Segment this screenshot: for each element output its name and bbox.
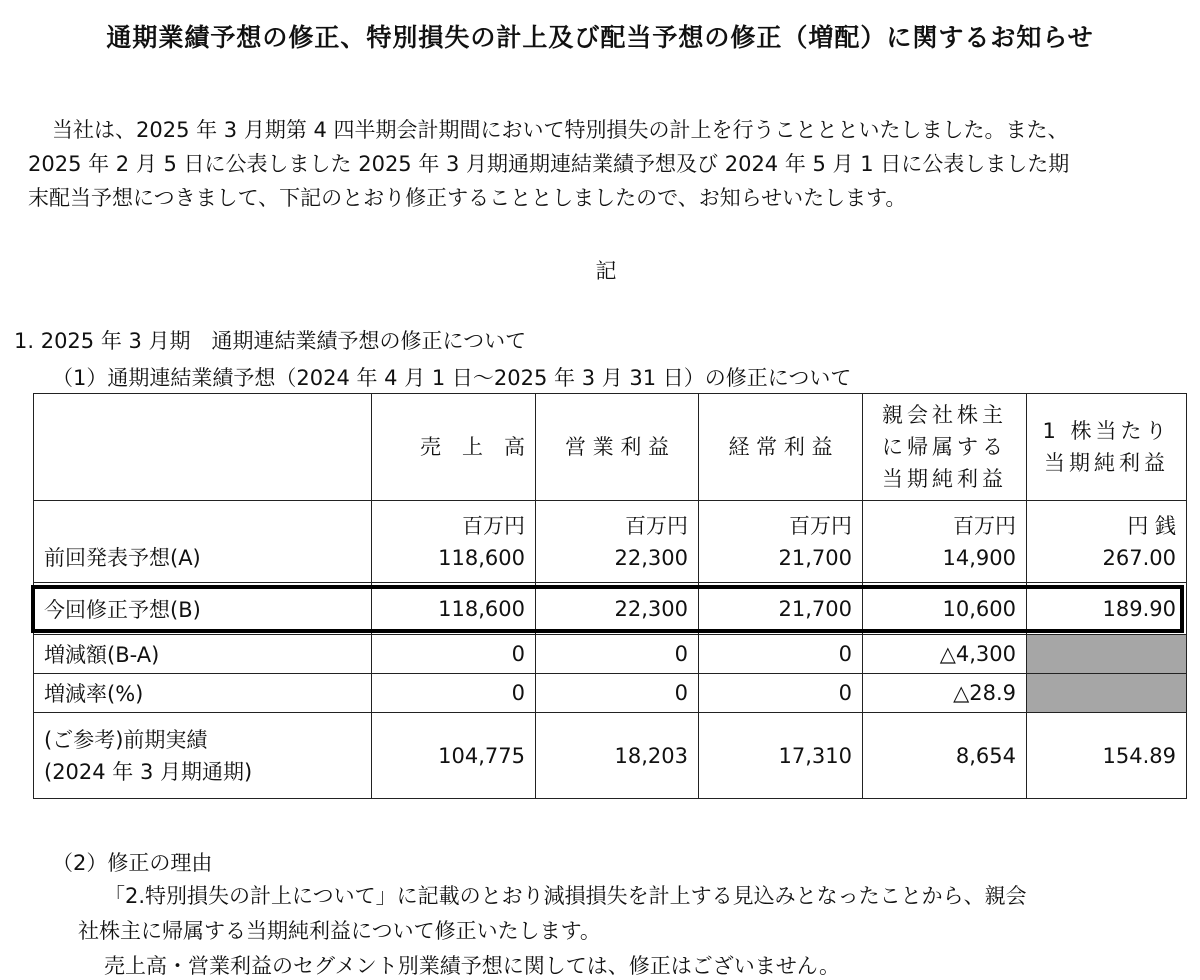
header-sales: 売 上 高 xyxy=(372,394,536,501)
shaded-cell xyxy=(1027,674,1187,713)
intro-line-2: 2025 年 2 月 5 日に公表しました 2025 年 3 月期通期連結業績予想及び 2024 年 5 月 1 日に公表しました期 xyxy=(28,152,1070,176)
table-cell: △4,300 xyxy=(863,635,1027,674)
intro-line-1: 当社は、2025 年 3 月期第 4 四半期会計期間において特別損失の計上を行うこととといたしました。また、 xyxy=(52,118,1069,142)
section-2-heading: （2）修正の理由 xyxy=(52,851,213,875)
table-cell: 百万円 21,700 xyxy=(699,501,863,583)
table-cell: 17,310 xyxy=(699,713,863,799)
table-cell: 154.89 xyxy=(1027,713,1187,799)
table-cell: 円 銭 267.00 xyxy=(1027,501,1187,583)
table-cell: 18,203 xyxy=(536,713,699,799)
table-cell: 0 xyxy=(536,674,699,713)
row-label: 増減額(B-A) xyxy=(34,635,372,674)
table-cell: 104,775 xyxy=(372,713,536,799)
table-cell: 21,700 xyxy=(699,583,863,635)
forecast-table xyxy=(33,393,1187,799)
table-cell: 百万円 22,300 xyxy=(536,501,699,583)
header-operating-profit: 営 業 利 益 xyxy=(536,394,699,501)
reason-line-3: 売上高・営業利益のセグメント別業績予想に関しては、修正はございません。 xyxy=(104,954,841,978)
table-cell: 百万円 14,900 xyxy=(863,501,1027,583)
table-cell: 22,300 xyxy=(536,583,699,635)
ki-marker: 記 xyxy=(595,259,617,283)
row-label: 増減率(%) xyxy=(34,674,372,713)
document-title: 通期業績予想の修正、特別損失の計上及び配当予想の修正（増配）に関するお知らせ xyxy=(106,23,1094,52)
table-row xyxy=(34,635,1187,674)
table-header-row xyxy=(34,394,1187,501)
reason-line-1: 「2.特別損失の計上について」に記載のとおり減損損失を計上する見込みとなったことから、親会 xyxy=(104,884,1027,908)
row-label: 今回修正予想(B) xyxy=(34,583,372,635)
table-cell: 0 xyxy=(536,635,699,674)
table-cell: 10,600 xyxy=(863,583,1027,635)
header-eps: 1 株当たり 当期純利益 xyxy=(1027,394,1187,501)
table-row xyxy=(34,674,1187,713)
table-cell: 8,654 xyxy=(863,713,1027,799)
table-row xyxy=(34,713,1187,799)
table-cell: 118,600 xyxy=(372,583,536,635)
row-label: 前回発表予想(A) xyxy=(34,501,372,583)
header-net-income: 親会社株主 に帰属する 当期純利益 xyxy=(863,394,1027,501)
table-cell: 百万円 118,600 xyxy=(372,501,536,583)
header-ordinary-profit: 経 常 利 益 xyxy=(699,394,863,501)
table-cell: 189.90 xyxy=(1027,583,1187,635)
table-cell: 0 xyxy=(372,635,536,674)
intro-line-3: 末配当予想につきまして、下記のとおり修正することとしましたので、お知らせいたします。 xyxy=(28,186,907,210)
shaded-cell xyxy=(1027,635,1187,674)
table-cell: △28.9 xyxy=(863,674,1027,713)
section-1-heading: 1. 2025 年 3 月期 通期連結業績予想の修正について xyxy=(14,329,527,353)
intro-paragraph xyxy=(28,113,1196,215)
table-row xyxy=(34,583,1187,635)
table-cell: 0 xyxy=(699,674,863,713)
table-cell: 0 xyxy=(699,635,863,674)
reason-line-2: 社株主に帰属する当期純利益について修正いたします。 xyxy=(78,919,601,943)
table-row xyxy=(34,501,1187,583)
row-label-prior: (ご参考)前期実績 (2024 年 3 月期通期) xyxy=(34,713,372,799)
table-cell: 0 xyxy=(372,674,536,713)
section-1-subheading: （1）通期連結業績予想（2024 年 4 月 1 日～2025 年 3 月 31 日）の修正について xyxy=(52,366,852,390)
header-empty-cell xyxy=(34,394,372,501)
